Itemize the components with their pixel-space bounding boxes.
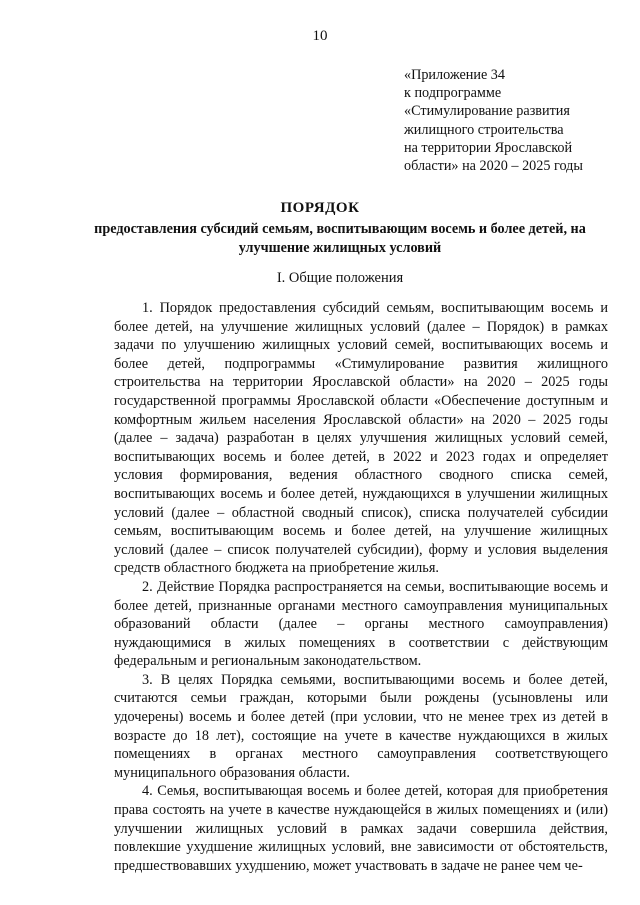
section-heading: I. Общие положения [276,270,404,286]
document-title: ПОРЯДОК [280,200,360,216]
appendix-line: «Приложение 34 [404,67,505,83]
appendix-line: на территории Ярославской [404,139,573,156]
appendix-line: к подпрограмме [404,85,502,102]
paragraph-4: 4. Семья, воспитывающая восемь и более детей, которая для приобретения права состоять на учете в качестве нуждающейся в жилых помещениях и (или) улучшении жилищных условий в рамках задачи совершила действия, повлекшие ухудшение жилищных условий, вне зависимости от обстоятельств, предшествовавших ухудшению, может участвовать в задаче не ранее чем че- [114,783,608,874]
page-number: 10 [312,28,328,44]
document-subtitle: предоставления субсидий семьям, воспитывающим восемь и более детей, на улучшение жилищных условий [94,221,586,256]
paragraph-1: 1. Порядок предоставления субсидий семьям, воспитывающим восемь и более детей, на улучшение жилищных условий (далее – Порядок) в рамках задачи по улучшению жилищных условий семей, воспитывающих восемь и более детей, подпрограммы «Стимулирование развития жилищного строительства на территории Ярославской области» на 2020 – 2025 годы государственной программы Ярославской области «Обеспечение доступным и комфортным жильем населения Ярославской области» на 2020 – 2025 годы (далее – задача) разработан в целях улучшения жилищных условий семей, воспитывающих восемь и более детей, в 2022 и 2023 годах и определяет условия формирования, ведения областного сводного списка семей, воспитывающих восемь и более детей, нуждающихся в улучшении жилищных условий (далее – областной сводный список), списка получателей субсидии семьям, воспитывающим восемь и более детей, на улучшение жилищных условий (далее – список получателей субсидии), форму и условия выделения средств областного бюджета на приобретение жилья. [114,300,608,577]
appendix-block [404,66,634,175]
appendix-line: жилищного строительства [404,121,564,138]
appendix-line: «Стимулирование развития [404,103,570,120]
paragraph-3: 3. В целях Порядка семьями, воспитывающими восемь и более детей, считаются семьи граждан, которыми были рождены (усыновлены или удочерены) восемь и более детей (при условии, что не менее трех из детей в возрасте до 18 лет), состоящие на учете в качестве нуждающихся в жилых помещениях в органах местного самоуправления соответствующего муниципального образования области. [114,671,608,781]
paragraph-2: 2. Действие Порядка распространяется на семьи, воспитывающие восемь и более детей, признанные органами местного самоуправления муниципальных образований области (далее – органы местного самоуправления) нуждающимися в жилых помещениях в соответствии с действующим федеральным и региональным законодательством. [114,578,608,670]
appendix-line: области» на 2020 – 2025 годы [404,158,583,175]
document-body [114,299,608,875]
